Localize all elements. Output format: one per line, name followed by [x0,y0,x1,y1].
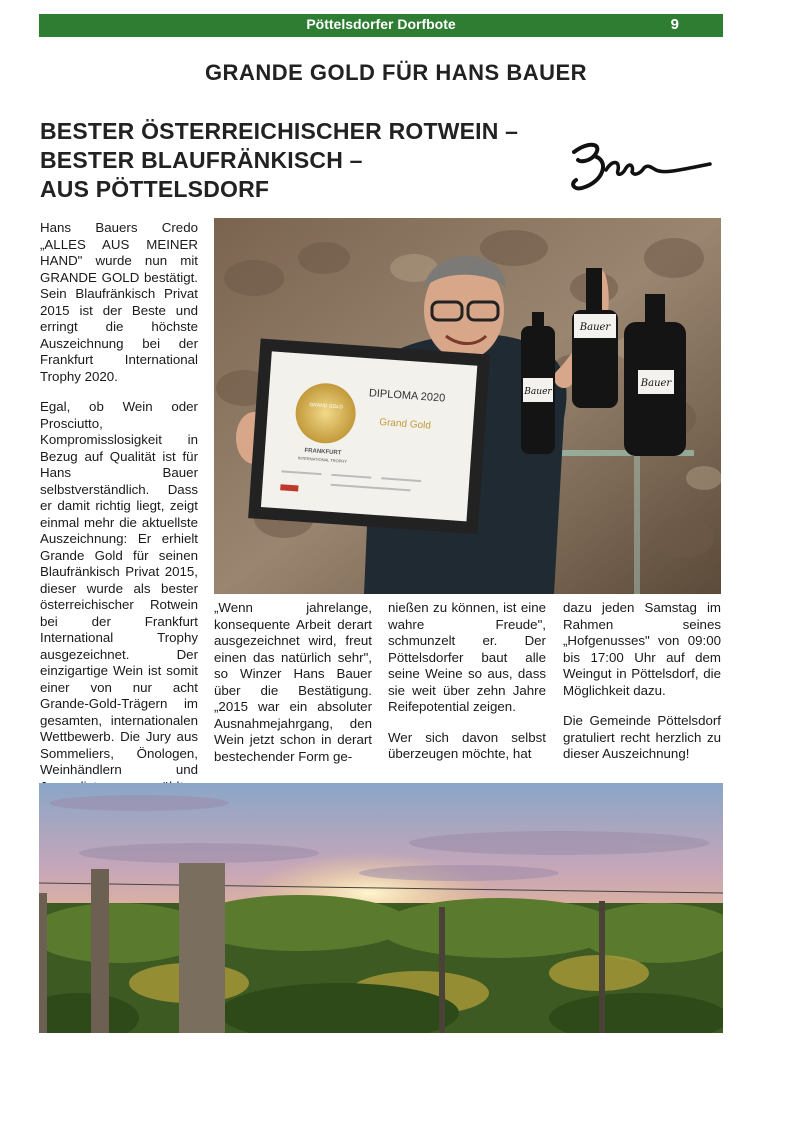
bottle-label: Bauer [524,387,552,397]
header-bar [39,14,723,37]
paragraph: „Wenn jahrelange, konsequente Arbeit derart ausgezeichnet wird, freut einen das natürlich sehr", so Winzer Hans Bauer über die Bestätigung. „2015 war ein absoluter Ausnahmejahrgang, den Wein jetzt schon in derart bestechender Form ge- [214,600,372,764]
handwritten-signature [560,130,730,200]
paragraph: nießen zu können, ist eine wahre Freude", schmunzelt er. Der Pöttelsdorfer baut alle seine Weine so aus, dass sie weit über zehn Jahre Reifepotential zeigen. [388,600,546,714]
subtitle-line: BESTER ÖSTERREICHISCHER ROTWEIN – [40,118,519,144]
medal-sub: INTERNATIONAL TROPHY [297,455,348,464]
bottle-label: Bauer [640,378,672,389]
diploma-title: DIPLOMA 2020 [368,387,446,405]
article-column-2 [214,600,372,779]
bottle-label: Bauer [579,322,611,333]
subtitle-line: AUS PÖTTELSDORF [40,176,270,202]
medal-top: GRAND GOLD [309,402,344,411]
article-subtitle [40,117,518,204]
newspaper-title: Pöttelsdorfer Dorfbote [306,16,456,32]
article-column-4 [563,600,721,777]
medal-name: FRANKFURT [304,447,342,457]
page-number: 9 [670,16,679,33]
paragraph: Egal, ob Wein oder Prosciutto, Kompromisslosigkeit in Bezug auf Qualität ist für Hans Bauer selbstverständlich. Dass er damit richtig liegt, zeigt einmal mehr die aktuellste Auszeichnung: Er erhielt Grande Gold für seinen Blaufränkisch Privat 2015, dieser wurde als bester österreichischer Rotwein bei der Frankfurt International Trophy ausgezeichnet. Der einzigartige Wein ist somit einer von nur acht Grande-Gold-Trägern im gesamten, internationalen Wettbewerb. Die Jury aus Sommeliers, Önologen, Weinhändlern und [40,399,198,777]
vineyard-sunset-photo [39,783,723,1033]
article-column-1 [40,220,198,859]
diploma-grade: Grand Gold [378,417,432,432]
paragraph: Die Gemeinde Pöttelsdorf gratuliert recht herzlich zu dieser Auszeichnung! [563,713,721,761]
article-headline: GRANDE GOLD FÜR HANS BAUER [204,60,588,85]
winemaker-photo [214,218,721,594]
paragraph: dazu jeden Samstag im Rahmen seines „Hofgenusses" von 09:00 bis 17:00 Uhr auf dem Weingut in Pöttelsdorf, die Möglichkeit dazu. [563,600,721,698]
paragraph: Hans Bauers Credo „ALLES AUS MEINER HAND" wurde nun mit GRANDE GOLD bestätigt. Sein Blaufränkisch Privat 2015 ist der Beste und erringt die höchste Auszeichnung bei der Frankfurt International Trophy 2020. [40,220,198,384]
subtitle-line: BESTER BLAUFRÄNKISCH – [40,147,363,173]
article-column-3 [388,600,546,777]
paragraph: Wer sich davon selbst überzeugen möchte, hat [388,729,546,761]
